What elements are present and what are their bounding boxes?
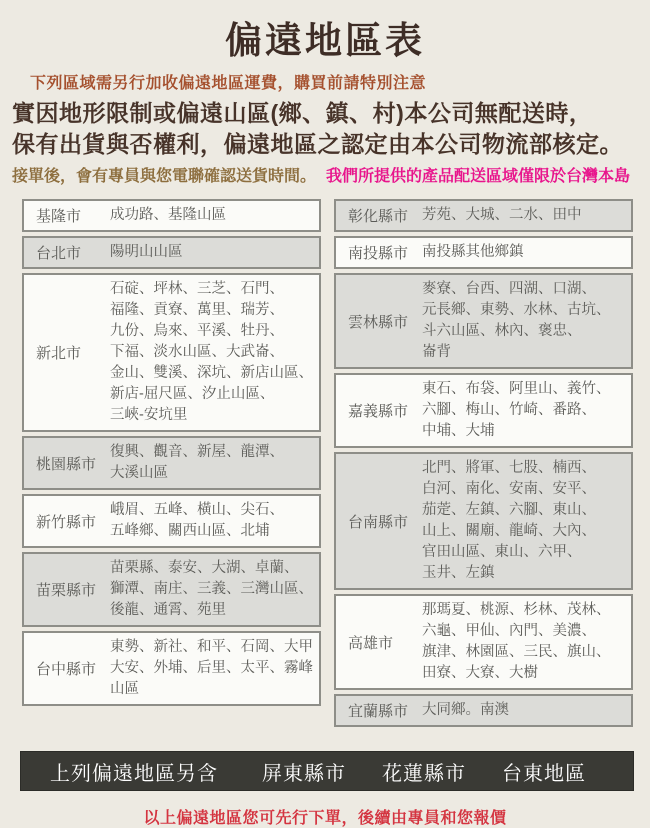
additional-regions-label: 上列偏遠地區另含 bbox=[50, 762, 218, 785]
area-line: 東石、布袋、阿里山、義竹、 bbox=[422, 381, 611, 397]
region-areas bbox=[110, 558, 313, 621]
area-line: 官田山區、東山、六甲、 bbox=[422, 544, 582, 560]
area-line: 南投縣其他鄉鎮 bbox=[422, 244, 524, 260]
region-areas bbox=[422, 458, 625, 584]
region-label: 宜蘭縣市 bbox=[348, 703, 409, 720]
area-line: 大溪山區 bbox=[110, 465, 168, 481]
area-line: 獅潭、南庄、三義、三灣山區、 bbox=[110, 581, 313, 597]
region-label: 苗栗縣市 bbox=[36, 582, 97, 599]
table-row bbox=[334, 452, 633, 590]
area-line: 五峰鄉、關西山區、北埔 bbox=[110, 523, 270, 539]
region-areas bbox=[422, 279, 625, 363]
table-row bbox=[22, 552, 321, 627]
area-line: 峨眉、五峰、橫山、尖石、 bbox=[110, 502, 284, 518]
area-line: 那瑪夏、桃源、杉林、茂林、 bbox=[422, 602, 611, 618]
area-line: 成功路、基隆山區 bbox=[110, 207, 226, 223]
region-label: 南投縣市 bbox=[348, 245, 409, 262]
region-areas bbox=[422, 379, 625, 442]
region-areas bbox=[422, 600, 625, 684]
region-label: 台北市 bbox=[36, 245, 82, 262]
region-tables bbox=[22, 199, 633, 727]
table-row bbox=[22, 494, 321, 548]
additional-regions-list bbox=[244, 757, 604, 786]
table-row bbox=[22, 631, 321, 706]
area-line: 芳苑、大城、二水、田中 bbox=[422, 207, 582, 223]
area-line: 白河、南化、安南、安平、 bbox=[422, 481, 596, 497]
area-line: 山區 bbox=[110, 681, 139, 697]
schedule-confirmation-note: 接單後，會有專員與您電聯確認送貨時間。 bbox=[12, 168, 317, 185]
region-table-left bbox=[22, 199, 321, 706]
additional-region-name: 台東地區 bbox=[502, 762, 586, 785]
area-line: 元長鄉、東勢、水林、古坑、 bbox=[422, 302, 611, 318]
area-line: 麥寮、台西、四湖、口湖、 bbox=[422, 281, 596, 297]
region-label: 台中縣市 bbox=[36, 661, 97, 678]
area-line: 九份、烏來、平溪、牡丹、 bbox=[110, 323, 284, 339]
area-line: 田寮、大寮、大樹 bbox=[422, 665, 538, 681]
region-areas bbox=[422, 700, 625, 721]
policy-line-2: 保有出貨與否權利，偏遠地區之認定由本公司物流部核定。 bbox=[12, 131, 623, 157]
taiwan-island-only-note: 我們所提供的產品配送區域僅限於台灣本島 bbox=[326, 168, 631, 185]
region-label: 新北市 bbox=[36, 345, 82, 362]
area-line: 苗栗縣、泰安、大湖、卓蘭、 bbox=[110, 560, 299, 576]
region-areas bbox=[110, 637, 313, 700]
delivery-policy-text bbox=[12, 98, 650, 160]
area-line: 下福、淡水山區、大武崙、 bbox=[110, 344, 284, 360]
area-line: 中埔、大埔 bbox=[422, 423, 495, 439]
table-row bbox=[334, 373, 633, 448]
region-areas bbox=[110, 442, 313, 484]
area-line: 斗六山區、林內、褒忠、 bbox=[422, 323, 582, 339]
region-label: 基隆市 bbox=[36, 208, 82, 225]
area-line: 山上、關廟、龍崎、大內、 bbox=[422, 523, 596, 539]
area-line: 東勢、新社、和平、石岡、大甲 bbox=[110, 639, 313, 655]
region-label: 高雄市 bbox=[348, 634, 394, 652]
table-row bbox=[334, 199, 633, 232]
area-line: 茄萣、左鎮、六腳、東山、 bbox=[422, 502, 596, 518]
area-line: 大安、外埔、后里、太平、霧峰 bbox=[110, 660, 313, 676]
area-line: 後龍、通霄、苑里 bbox=[110, 602, 226, 618]
area-line: 大同鄉。南澳 bbox=[422, 702, 509, 718]
table-row bbox=[334, 273, 633, 369]
region-areas bbox=[422, 205, 625, 226]
area-line: 石碇、坪林、三芝、石門、 bbox=[110, 281, 284, 297]
area-line: 旗津、林園區、三民、旗山、 bbox=[422, 644, 611, 660]
policy-line-1: 實因地形限制或偏遠山區(鄉、鎮、村)本公司無配送時， bbox=[12, 100, 593, 126]
table-row bbox=[22, 199, 321, 232]
region-label: 台南縣市 bbox=[348, 513, 409, 531]
area-line: 金山、雙溪、深坑、新店山區、 bbox=[110, 365, 313, 381]
region-label: 桃園縣市 bbox=[36, 455, 97, 473]
area-line: 六龜、甲仙、內門、美濃、 bbox=[422, 623, 596, 639]
table-row bbox=[334, 694, 633, 727]
region-label: 新竹縣市 bbox=[36, 513, 97, 531]
area-line: 陽明山山區 bbox=[110, 244, 183, 260]
additional-region-name: 花蓮縣市 bbox=[382, 762, 466, 785]
region-areas bbox=[110, 242, 313, 263]
area-line: 三峽-安坑里 bbox=[110, 407, 188, 423]
note-line bbox=[12, 163, 650, 186]
region-label: 雲林縣市 bbox=[348, 313, 409, 331]
table-row bbox=[22, 436, 321, 490]
table-row bbox=[334, 236, 633, 269]
area-line: 福隆、貢寮、萬里、瑞芳、 bbox=[110, 302, 284, 318]
area-line: 崙背 bbox=[422, 344, 451, 360]
page-title: 偏遠地區表 bbox=[225, 20, 425, 61]
area-line: 北門、將軍、七股、楠西、 bbox=[422, 460, 596, 476]
surcharge-warning-text: 下列區域需另行加收偏遠地區運費，購買前請特別注意 bbox=[30, 75, 427, 92]
area-line: 六腳、梅山、竹崎、番路、 bbox=[422, 402, 596, 418]
area-line: 玉井、左鎮 bbox=[422, 565, 495, 581]
region-label: 嘉義縣市 bbox=[348, 403, 409, 420]
additional-regions-bar bbox=[20, 751, 634, 791]
region-table-right bbox=[334, 199, 633, 727]
table-row bbox=[22, 236, 321, 269]
table-row bbox=[22, 273, 321, 432]
table-row bbox=[334, 594, 633, 690]
additional-region-name: 屏東縣市 bbox=[262, 762, 346, 785]
region-label: 彰化縣市 bbox=[348, 208, 409, 225]
region-areas bbox=[110, 500, 313, 542]
region-areas bbox=[110, 279, 313, 426]
region-areas bbox=[422, 242, 625, 263]
region-areas bbox=[110, 205, 313, 226]
pricing-note-text: 以上偏遠地區您可先行下單，後續由專員和您報價 bbox=[143, 810, 507, 827]
area-line: 新店-屈尺區、汐止山區、 bbox=[110, 386, 275, 402]
area-line: 復興、觀音、新屋、龍潭、 bbox=[110, 444, 284, 460]
